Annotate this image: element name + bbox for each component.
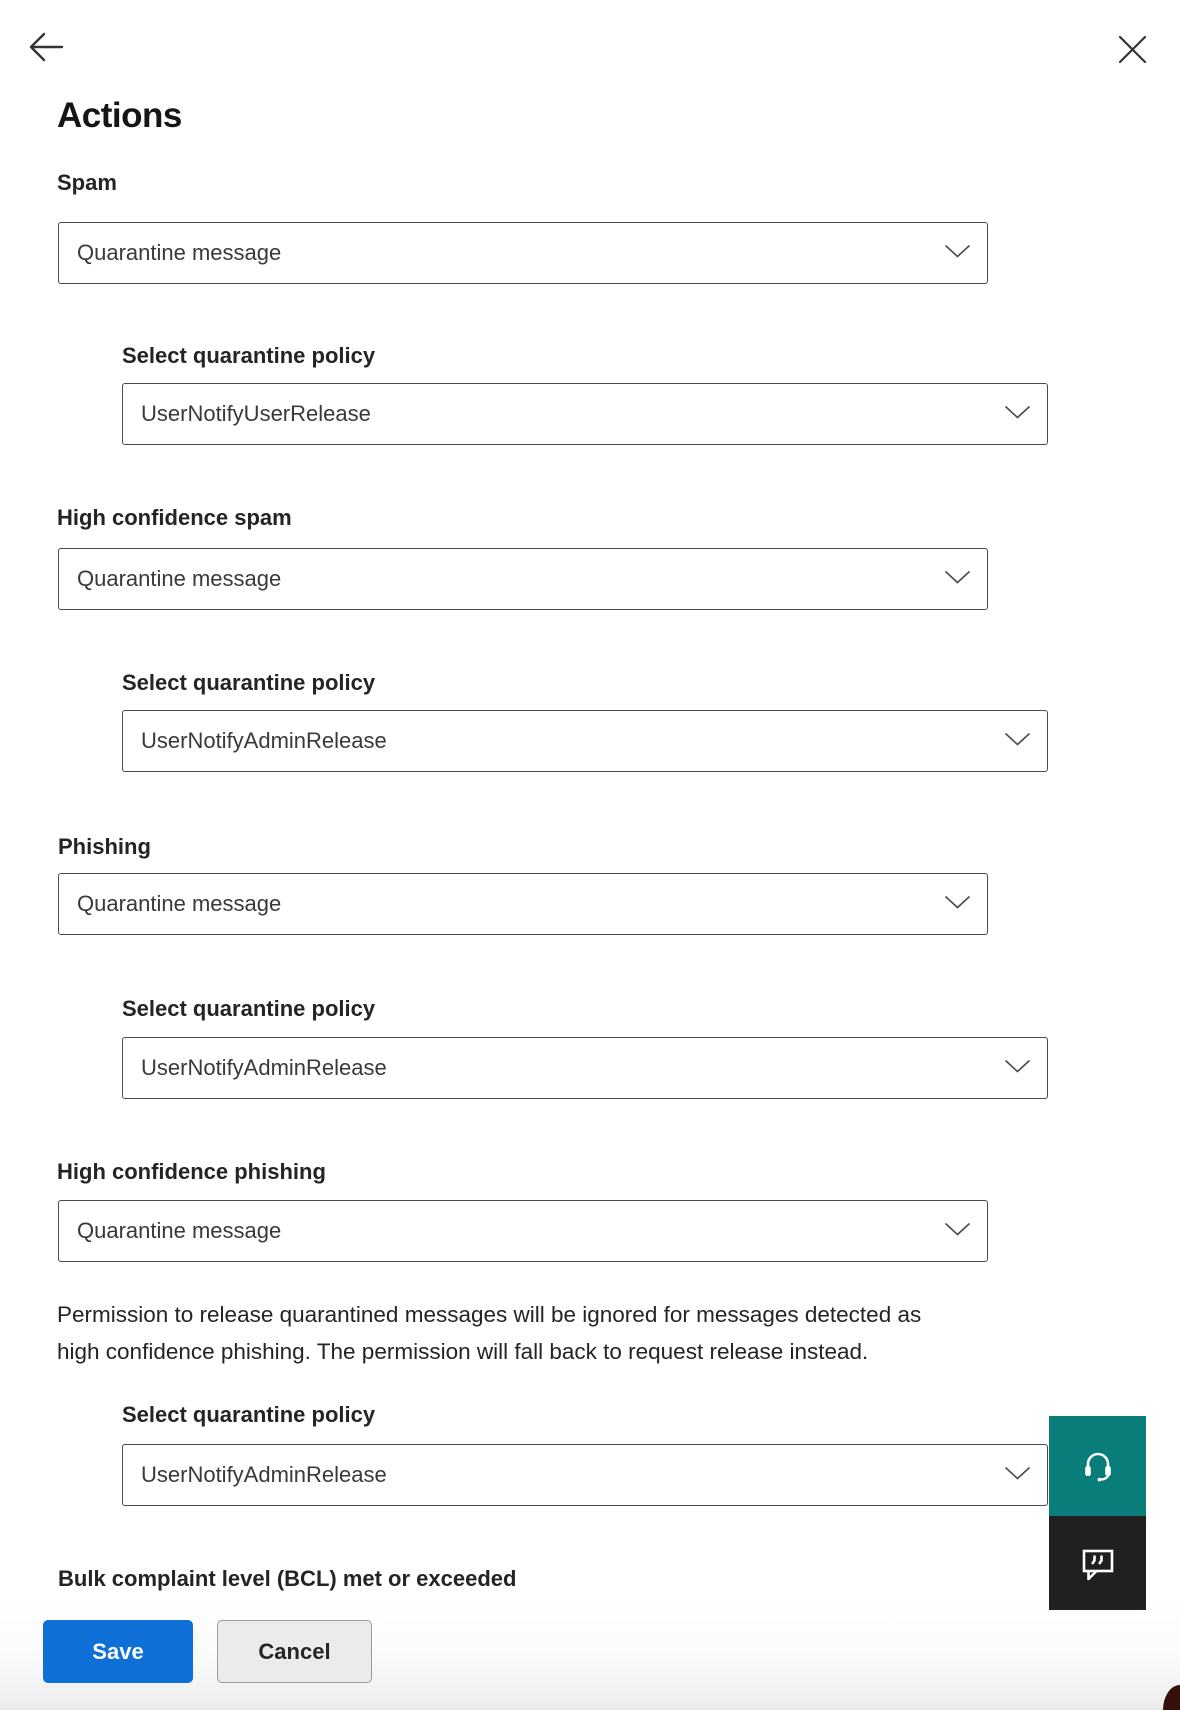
close-icon — [1118, 35, 1147, 64]
help-button[interactable] — [1049, 1416, 1146, 1516]
chevron-down-icon — [944, 1222, 971, 1241]
high-confidence-phishing-action-dropdown[interactable] — [58, 1200, 988, 1262]
chevron-down-icon — [1004, 405, 1031, 424]
dropdown-selected-value: UserNotifyAdminRelease — [141, 728, 387, 753]
cancel-button[interactable]: Cancel — [217, 1620, 372, 1683]
high-confidence-phishing-quarantine-policy-dropdown[interactable] — [122, 1444, 1048, 1506]
chevron-down-icon — [944, 570, 971, 589]
dropdown-selected-value: UserNotifyUserRelease — [141, 401, 371, 426]
phishing-quarantine-policy-dropdown[interactable] — [122, 1037, 1048, 1099]
chevron-down-icon — [1004, 1059, 1031, 1078]
back-button[interactable] — [24, 26, 68, 68]
save-button[interactable]: Save — [43, 1620, 193, 1683]
field-label-quarantine-policy: Select quarantine policy — [122, 343, 376, 368]
field-label-high-confidence-phishing: High confidence phishing — [57, 1159, 326, 1184]
dropdown-selected-value: UserNotifyAdminRelease — [141, 1055, 387, 1080]
spam-quarantine-policy-dropdown[interactable] — [122, 383, 1048, 445]
dropdown-selected-value: Quarantine message — [77, 891, 282, 916]
page-title: Actions — [57, 96, 182, 135]
dropdown-selected-value: UserNotifyAdminRelease — [141, 1462, 387, 1487]
high-confidence-spam-quarantine-policy-dropdown[interactable] — [122, 710, 1048, 772]
phishing-action-dropdown[interactable] — [58, 873, 988, 935]
close-button[interactable] — [1114, 31, 1150, 67]
field-label-quarantine-policy: Select quarantine policy — [122, 996, 376, 1021]
spam-action-dropdown[interactable] — [58, 222, 988, 284]
bulk-complaint-level-heading: Bulk complaint level (BCL) met or exceeded — [58, 1566, 517, 1591]
high-confidence-spam-action-dropdown[interactable] — [58, 548, 988, 610]
note-line: Permission to release quarantined messages will be ignored for messages detected as — [57, 1302, 922, 1327]
field-label-phishing: Phishing — [58, 834, 151, 859]
dropdown-selected-value: Quarantine message — [77, 566, 282, 591]
field-label-high-confidence-spam: High confidence spam — [57, 505, 292, 530]
field-label-quarantine-policy: Select quarantine policy — [122, 1402, 376, 1427]
dropdown-selected-value: Quarantine message — [77, 1218, 282, 1243]
back-arrow-icon — [28, 31, 64, 63]
chevron-down-icon — [1004, 1466, 1031, 1485]
note-line: high confidence phishing. The permission will fall back to request release instead. — [57, 1339, 869, 1364]
headset-icon — [1077, 1445, 1119, 1487]
field-label-quarantine-policy: Select quarantine policy — [122, 670, 376, 695]
feedback-button[interactable] — [1049, 1516, 1146, 1610]
chat-icon — [1076, 1541, 1120, 1585]
high-confidence-phishing-note — [57, 1296, 1047, 1370]
chevron-down-icon — [944, 895, 971, 914]
field-label-spam: Spam — [57, 170, 117, 195]
dropdown-selected-value: Quarantine message — [77, 240, 282, 265]
chevron-down-icon — [1004, 732, 1031, 751]
chevron-down-icon — [944, 244, 971, 263]
